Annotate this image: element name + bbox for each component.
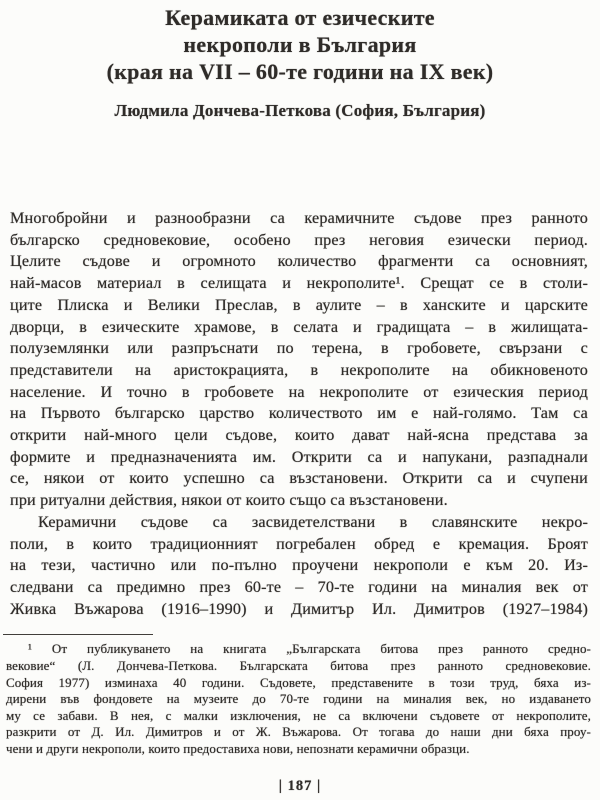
- text-line: при ритуални действия, някои от които също са възстановени.: [10, 491, 448, 510]
- text-line: следвани са предимно през 60-те – 70-те години на миналия век от: [10, 577, 588, 596]
- paragraph-2: [10, 512, 588, 621]
- text-line: представители на аристокрацията, в некрополите на обикновеното: [10, 360, 588, 379]
- page-number: | 187 |: [278, 777, 322, 794]
- text-line: полуземлянки или разпръснати по терена, в гробовете, свързани с: [10, 339, 588, 358]
- text-line: дворци, в езическите храмове, в селата и градищата – в жилищата-: [10, 317, 588, 336]
- paragraph-1: [10, 208, 588, 512]
- text-line: Живка Въжарова (1916–1990) и Димитър Ил. Димитров (1927–1984): [10, 599, 588, 618]
- footnote-line: му се забави. В нея, с малки изключения, не са включени съдовете от некрополите,: [6, 707, 591, 723]
- text-line: Многобройни и разнообразни са керамичните съдове през ранното: [10, 209, 588, 227]
- text-line: ците Плиска и Велики Преслав, в аулите – в ханските и царските: [10, 295, 588, 314]
- text-line: на Първото българско царство количеството им е най-голямо. Там са: [10, 404, 588, 423]
- footnote-line: вековие“ (Л. Дончева-Петкова. Българската битова през ранното средновековие.: [6, 657, 591, 673]
- text-line: се, някои от които успешно са възстановени. Открити са и счупени: [10, 469, 588, 488]
- text-line: Керамични съдове са засвидетелствани в славянските некро-: [38, 512, 588, 531]
- title-line: (края на VII – 60-те години на IX век): [106, 59, 494, 84]
- text-line: най-масов материал в селищата и некрополите¹. Срещат се в столи-: [10, 274, 588, 293]
- footnote: [6, 641, 591, 757]
- footnote-line: ¹ От публикуването на книгата „Българската битова през ранното средно-: [28, 641, 591, 657]
- text-line: българско средновековие, особено през неговия езически период.: [10, 230, 588, 249]
- footnote-line: София 1977) изминаха 40 години. Съдовете, представените в този труд, бяха из-: [6, 674, 591, 690]
- text-line: на тези, частично или по-пълно проучени некрополи е към 20. Из-: [10, 556, 588, 575]
- footnote-line: дирени във фондовете на музеите до 70-те години на миналия век, но издаването: [6, 691, 591, 707]
- article-body: [10, 208, 588, 620]
- article-author: Людмила Дончева-Петкова (София, България): [114, 101, 486, 120]
- footnote-separator: [3, 634, 153, 635]
- text-line: формите и предназначенията им. Открити са и напукани, разпаднали: [10, 447, 588, 466]
- text-line: Целите съдове и огромното количество фрагменти са основният,: [10, 252, 588, 271]
- footnote-line: чени и други некрополи, които предоставиха нови, непознати керамични образци.: [6, 740, 470, 756]
- footnote-line: разкрити от Д. Ил. Димитров и от Ж. Въжарова. От тогава до наши дни бяха проу-: [6, 724, 591, 740]
- text-line: поли, в които традиционният погребален обред е кремация. Броят: [10, 534, 588, 553]
- text-line: население. И точно в гробовете на некрополите от езическия период: [10, 382, 588, 401]
- text-line: открити най-много цели съдове, които дават най-ясна представа за: [10, 426, 588, 445]
- title-line: Керамиката от езическите: [165, 5, 435, 30]
- title-line: некрополи в България: [183, 32, 417, 57]
- article-title: [0, 4, 600, 85]
